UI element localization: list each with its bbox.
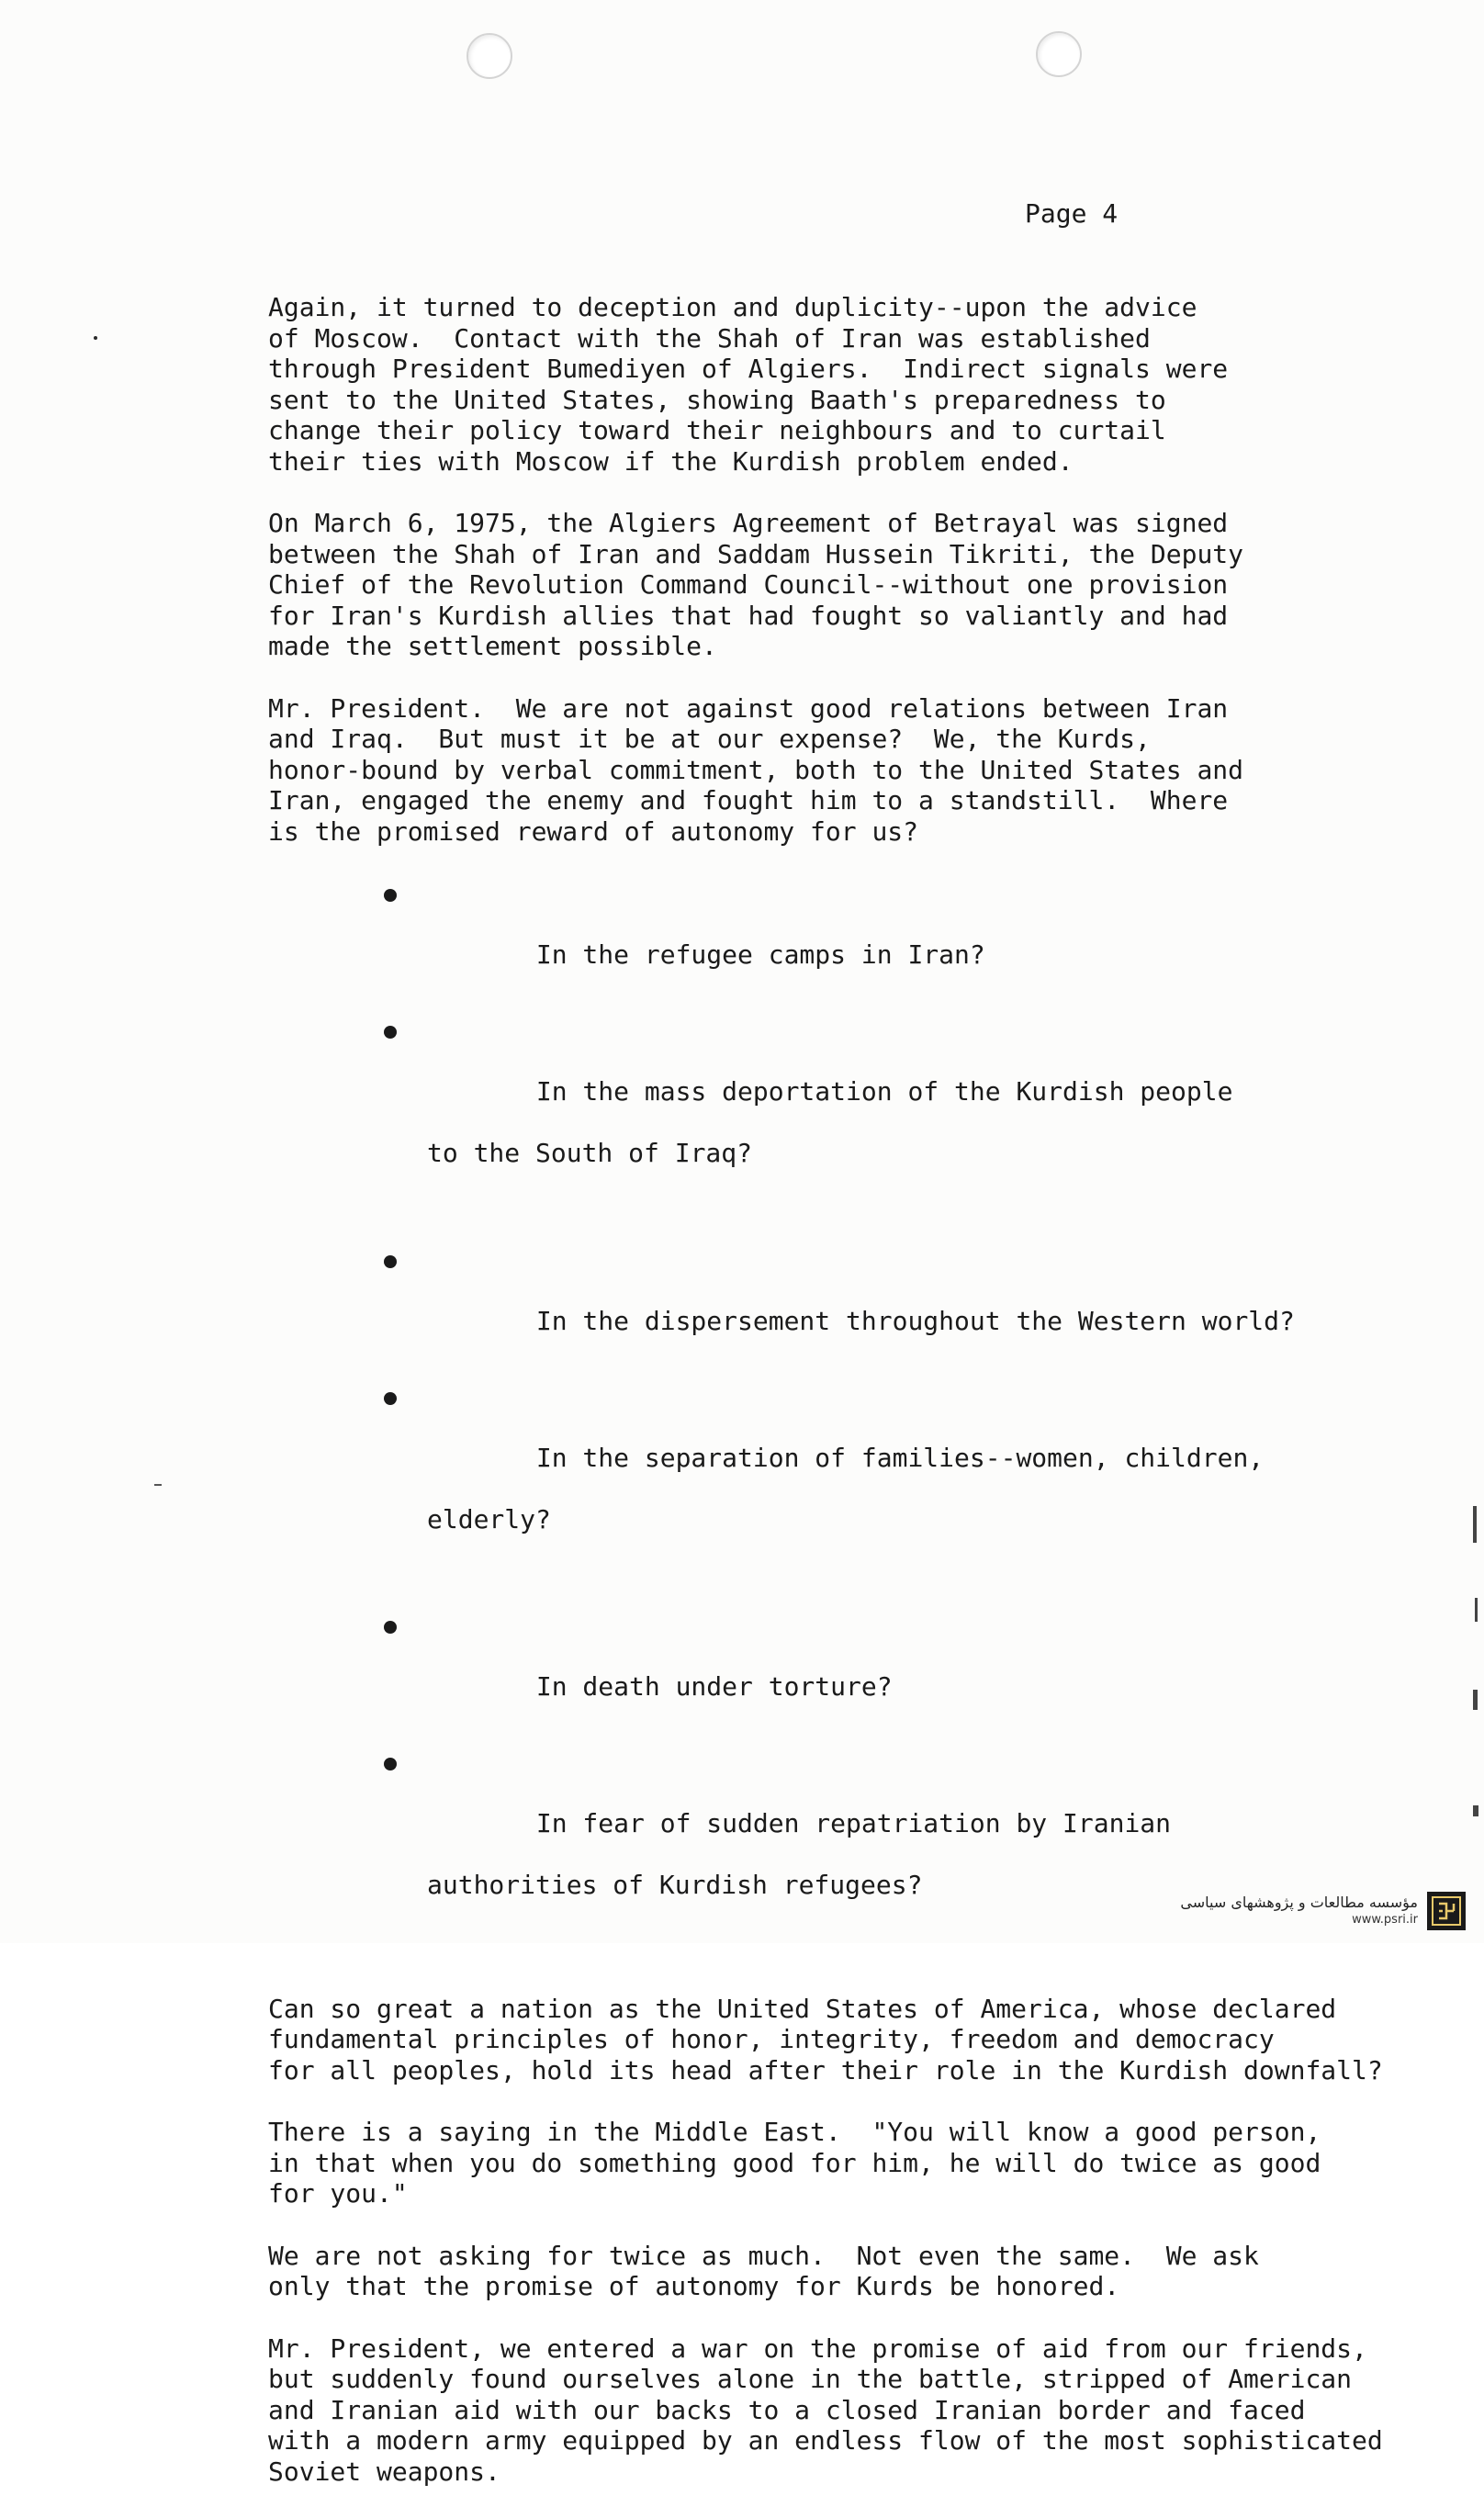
scan-edge-mark bbox=[1473, 1506, 1477, 1543]
list-item bbox=[380, 1610, 1407, 1733]
list-item-text: In death under torture? bbox=[535, 1671, 893, 1702]
punch-hole-right bbox=[1036, 31, 1082, 77]
watermark-text bbox=[1180, 1894, 1418, 1928]
bullet-icon bbox=[384, 1758, 397, 1770]
list-item-continuation: to the South of Iraq? bbox=[427, 1138, 753, 1168]
letter-body bbox=[268, 292, 1407, 2518]
bullet-icon bbox=[384, 1621, 397, 1634]
paragraph: Mr. President. We are not against good relations between Iran and Iraq. But must it be at our expense? We, the Kurds, honor-bound by verbal commitment, both to the United States and Iran, engaged the enemy and fought him to a standstill. Where is the promised reward of autonomy for us? bbox=[268, 692, 1244, 847]
bullet-icon bbox=[384, 1392, 397, 1405]
paragraph: There is a saying in the Middle East. "You will know a good person, in that when you do something good for him, he will do twice as good for you." bbox=[268, 2117, 1321, 2209]
paragraph: Mr. President, we entered a war on the promise of aid from our friends, but suddenly found ourselves alone in the battle, stripped of American and Iranian aid with our backs to a closed Iranian border and faced with a modern army equipped by an endless flow of the most sophisticated Soviet weapons. bbox=[268, 2333, 1383, 2487]
page-number: Page 4 bbox=[1025, 198, 1119, 229]
scan-speck bbox=[94, 336, 97, 340]
watermark-name: مؤسسه مطالعات و پژوهشهای سیاسی bbox=[1180, 1894, 1418, 1911]
paragraph: Can so great a nation as the United States of America, whose declared fundamental principles of honor, integrity, freedom and democracy for all peoples, hold its head after their role in the Kurdish downfall? bbox=[268, 1993, 1383, 2085]
paragraph: Again, it turned to deception and duplicity--upon the advice of Moscow. Contact with the Shah of Iran was established through President Bumediyen of Algiers. Indirect signals were sent to the United States, showing Baath's preparedness to change their policy toward their neighbours and to curtail their ties with Moscow if the Kurdish problem ended. bbox=[268, 292, 1229, 477]
list-item-continuation: authorities of Kurdish refugees? bbox=[427, 1870, 923, 1900]
watermark-url: www.psri.ir bbox=[1352, 1913, 1418, 1927]
paragraph: On March 6, 1975, the Algiers Agreement of Betrayal was signed between the Shah of Iran and Saddam Hussein Tikriti, the Deputy Chief of the Revolution Command Council--without one provision for Iran's Kurdish allies that had fought so valiantly and had made the settlement possible. bbox=[268, 508, 1244, 661]
list-item bbox=[380, 1381, 1407, 1597]
institute-watermark bbox=[1180, 1892, 1466, 1930]
list-item-text: In the dispersement throughout the Western world? bbox=[535, 1305, 1295, 1336]
bullet-icon bbox=[384, 1026, 397, 1039]
punch-hole-left bbox=[467, 33, 512, 79]
question-list bbox=[268, 878, 1407, 1962]
institute-logo-icon bbox=[1427, 1892, 1466, 1930]
list-item bbox=[380, 878, 1407, 1001]
paragraph: We are not asking for twice as much. Not even the same. We ask only that the promise of autonomy for Kurds be honored. bbox=[268, 2240, 1259, 2301]
scan-dash bbox=[154, 1484, 162, 1486]
bullet-icon bbox=[384, 889, 397, 902]
list-item bbox=[380, 1015, 1407, 1231]
bullet-icon bbox=[384, 1255, 397, 1268]
list-item-text: In the separation of families--women, children, bbox=[535, 1442, 1265, 1473]
scan-edge-mark bbox=[1475, 1598, 1478, 1622]
list-item-text: In fear of sudden repatriation by Iranian bbox=[535, 1808, 1172, 1838]
list-item-text: In the mass deportation of the Kurdish people bbox=[535, 1076, 1233, 1107]
scan-edge-mark bbox=[1473, 1805, 1478, 1816]
scan-edge-mark bbox=[1473, 1690, 1478, 1710]
list-item-text: In the refugee camps in Iran? bbox=[535, 939, 985, 970]
list-item-continuation: elderly? bbox=[427, 1503, 551, 1534]
list-item bbox=[380, 1244, 1407, 1367]
